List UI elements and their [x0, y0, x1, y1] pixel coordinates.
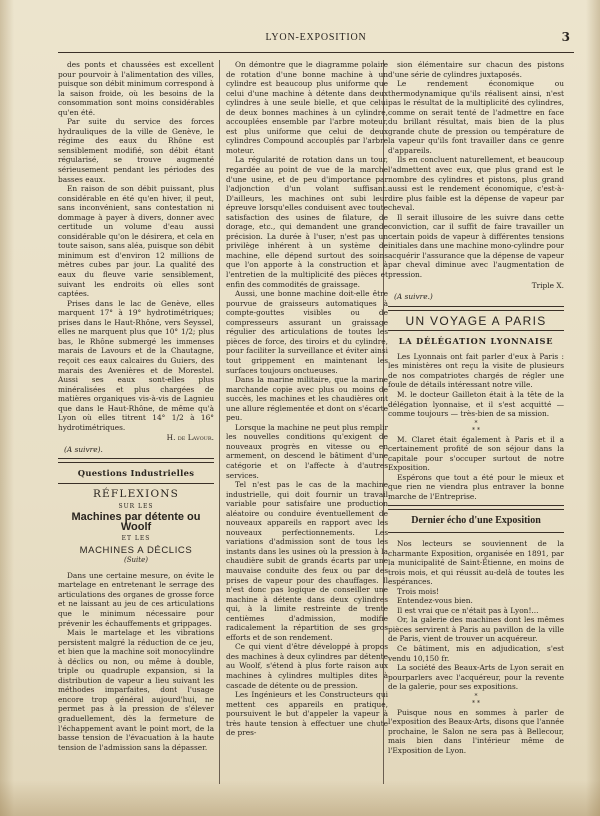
article-subtitle: LA DÉLÉGATION LYONNAISE	[398, 336, 554, 347]
section-rubric: Questions Industrielles	[77, 468, 195, 479]
article-connector: ET LES	[121, 535, 151, 543]
paragraph: Ce qui vient d'être développé à propos des machines à deux cylindres par détente au Woolf, s'étend à plus forte raison aux machines à cylindres multiples dites à cascade de détente ou de pression.	[226, 642, 388, 690]
article-title: UN VOYAGE A PARIS	[405, 313, 547, 328]
paragraph: La société des Beaux-Arts de Lyon serait en pourparlers avec l'acquéreur, pour la revente de la galerie, pour ses expositions.	[388, 663, 564, 692]
section-separator	[388, 505, 564, 510]
asterism: * * *	[472, 692, 480, 707]
paragraph: Lorsque la machine ne peut plus remplir les nouvelles conditions qu'exigent de nouveaux progrès en vitesse ou en armement, on descend le bâtiment d'une catégorie et on l'affecte à d'autres services.	[226, 422, 388, 480]
paragraph: Trois mois!	[397, 586, 440, 596]
title-rule	[388, 532, 564, 533]
paragraph: Entendez-vous bien.	[397, 596, 473, 606]
asterism: * * *	[472, 419, 480, 434]
paper-edge-right	[586, 0, 600, 816]
article-subtitle: MACHINES A DÉCLICS	[79, 544, 193, 556]
paragraph: Tel n'est pas le cas de la machine industrielle, qui doit fournir un travail variable pour satisfaire une production aléatoire ou conduire éventuellement de nouveaux appareils en rapport avec les nouveaux perfectionnements. Les variations d'admission sont de tous les instants dans les usines où la pression à la chaudière subit de grands écarts par une mauvaise conduite des feux ou par des prises de vapeur pour des chauffages. Il n'est donc pas logique de conseiller une machine à détente dans deux cylindres qui, à la limite restreinte de trente centièmes d'admission, modifie radicalement la répartition de ses gros efforts et de son rendement.	[226, 480, 388, 642]
column-rule-1	[219, 60, 220, 784]
article-title: Machines par détente ou Woolf	[71, 511, 201, 533]
paragraph: Mais le martelage et les vibrations persistent malgré la réduction de ce jeu, et bien que la machine soit monocylindre à déclics ou non, ou même à double, triple ou quadruple expansion, si la distribution de vapeur a lieu suivant les méthodes imparfaites, dont l'usage encore trop général aujourd'hui, ne permet pas à la pression de s'élever graduellement, dès la fermeture de l'échappement avant le point mort, de la basse tension de l'évacuation à la haute tension de l'admission sans la dépasser.	[58, 628, 214, 752]
paragraph: On démontre que le diagramme polaire de rotation d'une bonne machine à un cylindre est beaucoup plus uniforme que celui d'une machine à détente dans deux cylindres à une seule bielle, et que celui de deux bonnes machines à un cylindre, accouplées ensemble par l'arbre moteur, est plus uniforme que celui de deux cylindres Compound accouplés par l'arbre moteur.	[226, 60, 388, 155]
article-title: Dernier écho d'une Exposition	[411, 515, 541, 527]
page-header	[58, 30, 574, 48]
paragraph: Prises dans le lac de Genève, elles marquent 17° à 19° hydrotimétriques; prises dans le Haut-Rhône, vers Seyssel, elles ne marquent plus que 10° 1/2; plus bas, le Rhône submergé les immenses marais de Lavours et de la Chautagne, reçoit ces eaux calcaires du Guiers, des marais des Avenières et de Morestel. Aussi ses eaux sont-elles plus minéralisées et plus chargées de matières organiques vis-à-vis de Lagnieu que dans le Haut-Rhône, de même qu'à Lyon où elles titrent 14° 1/2 à 16° hydrotimétriques.	[58, 298, 214, 432]
article-signature: H. de Lavour.	[166, 433, 214, 443]
paragraph: Or, la galerie des machines dont les mêmes pièces servirent à Paris au pavillon de la ville de Paris, vient de trouver un acquéreur.	[388, 615, 564, 644]
rubric-rule	[58, 483, 214, 484]
paper-edge-left	[0, 0, 14, 816]
paragraph: Espérons que tout a été pour le mieux et que rien ne viendra plus entraver la bonne marche de l'Entreprise.	[388, 472, 564, 501]
to-be-continued: (A suivre).	[64, 444, 103, 454]
title-rule	[388, 330, 564, 331]
paragraph: M. le docteur Gailleton était à la tête de la délégation lyonnaise, et il s'est acquitté — comme toujours — très-bien de sa mission.	[388, 389, 564, 419]
section-separator	[388, 306, 564, 311]
article-connector: SUR LES	[118, 502, 154, 510]
paragraph: En raison de son débit puissant, plus considérable en été qu'en hiver, il peut, sans inconvénient, sans contestation ni dommage à payer à divers, donner avec certitude un volume d'eau aussi considérable qu'on le désirera, et cela en toute saison, sans aléa, puisque son débit minimum est d'environ 12 millions de mètres cubes par jour. La qualité des eaux du fleuve varie sensiblement, suivant les endroits où elles sont captées.	[58, 184, 214, 299]
page-title: LYON-EXPOSITION	[265, 32, 367, 43]
column-3	[388, 60, 564, 790]
paragraph: La régularité de rotation dans un tour, regardée au point de vue de la marche d'une usine, et de peu d'importance par l'adjonction d'un volant suffisant. D'ailleurs, les machines ont subi leur épreuve lorsqu'elles conduisent avec toute satisfaction des usines de filature, de dorage, etc., qui demandent une grande précision. La durée à l'user, n'est pas un privilège inhérent à un système de machine, elle dépend surtout des soins que l'on apporte à la construction et à l'entretien de la multiplicité des pièces et enfin des commodités de graissage.	[226, 155, 388, 289]
article-suite-label: (Suite)	[124, 556, 148, 565]
paragraph: Les Ingénieurs et les Constructeurs qui mettent ces appareils en pratique, poursuivent le but d'appeler la vapeur à très haute tension à effectuer une chute de pres-	[226, 690, 388, 738]
column-2	[226, 60, 388, 790]
to-be-continued: (A suivre.)	[394, 292, 433, 302]
paragraph: sion élémentaire sur chacun des pistons d'une série de cylindres juxtaposés.	[388, 60, 564, 79]
paragraph: Puisque nous en sommes à parler de l'exposition des Beaux-Arts, disons que l'année prochaine, le Salon ne sera pas à Bellecour, mais bien dans l'intérieur même de l'Exposition de Lyon.	[388, 707, 564, 755]
header-rule	[58, 52, 574, 53]
paragraph: Dans la marine militaire, que la marine marchande copie avec plus ou moins de succès, les machines et les chaudières ont une allure réglementée et dont on s'écarte peu.	[226, 375, 388, 423]
paragraph: des ponts et chaussées est excellent pour pourvoir à l'alimentation des villes, puisque son débit minimum correspond à la saison froide, où les besoins de la consommation sont moins considérables qu'en été.	[58, 60, 214, 117]
paragraph: Les Lyonnais ont fait parler d'eux à Paris : les ministères ont reçu la visite de plusieurs de nos compatriotes chargés de régler une foule de détails intéressant notre ville.	[388, 351, 564, 390]
column-1	[58, 60, 214, 790]
paragraph: Le rendement économique ou thermodynamique qu'ils réalisent ainsi, n'est pas le résultat de la multiplicité des cylindres, comme on serait tenté de l'admettre en face du brillant résultat, mais bien de la plus grande chute de pression ou température de la vapeur qu'ils font travailler dans ce genre d'appareils.	[388, 79, 564, 155]
page-number: 3	[561, 30, 570, 44]
paragraph: Nos lecteurs se souviennent de la charmante Exposition, organisée en 1891, par la municipalité de Saint-Étienne, en moins de trois mois, et qui réussit au-delà de toutes les espérances.	[388, 538, 564, 587]
paragraph: Ils en concluent naturellement, et beaucoup l'admettent avec eux, que plus grand est le nombre des cylindres et pistons, plus grand aussi est le rendement économique, c'est-à-dire plus faible est la dépense de vapeur par cheval.	[388, 155, 564, 213]
paragraph: Aussi, une bonne machine doit-elle être pourvue de graisseurs automatiques à compte-gouttes visibles ou de compresseurs assurant un graissage régulier des articulations de toutes les pièces de force, des tiroirs et du cylindre, pour faciliter la surveillance et éviter ainsi tout grippement en maintenant les surfaces toujours onctueuses.	[226, 289, 388, 375]
article-signature: Triple X.	[531, 280, 564, 290]
article-kicker: RÉFLEXIONS	[92, 487, 180, 500]
paragraph: Dans une certaine mesure, on évite le martelage en entretenant le serrage des articulations des organes de grosse force et ne laissant au jeu de ces articulations que le minimum nécessaire pour prévenir les échauffements et grippages.	[58, 570, 214, 628]
paragraph: Par suite du service des forces hydrauliques de la ville de Genève, le régime des eaux du Rhône est sensiblement modifié, son débit étant régularisé, se trouve augmenté sérieusement pendant les périodes des basses eaux.	[58, 117, 214, 184]
section-separator	[58, 458, 214, 463]
paragraph: Ce bâtiment, mis en adjudication, s'est vendu 10,150 fr.	[388, 643, 564, 663]
paragraph: Il est vrai que ce n'était pas à Lyon!...	[397, 605, 539, 615]
paragraph: M. Claret était également à Paris et il a certainement profité de son séjour dans la capitale pour s'occuper surtout de notre Exposition.	[388, 434, 564, 473]
paragraph: Il serait illusoire de les suivre dans cette conviction, car il suffit de faire travailler un certain poids de vapeur à différentes tensions initiales dans une machine mono-cylindre pour acquérir l'assurance que la dépense de vapeur par cheval diminue avec l'augmentation de pression.	[388, 212, 564, 280]
